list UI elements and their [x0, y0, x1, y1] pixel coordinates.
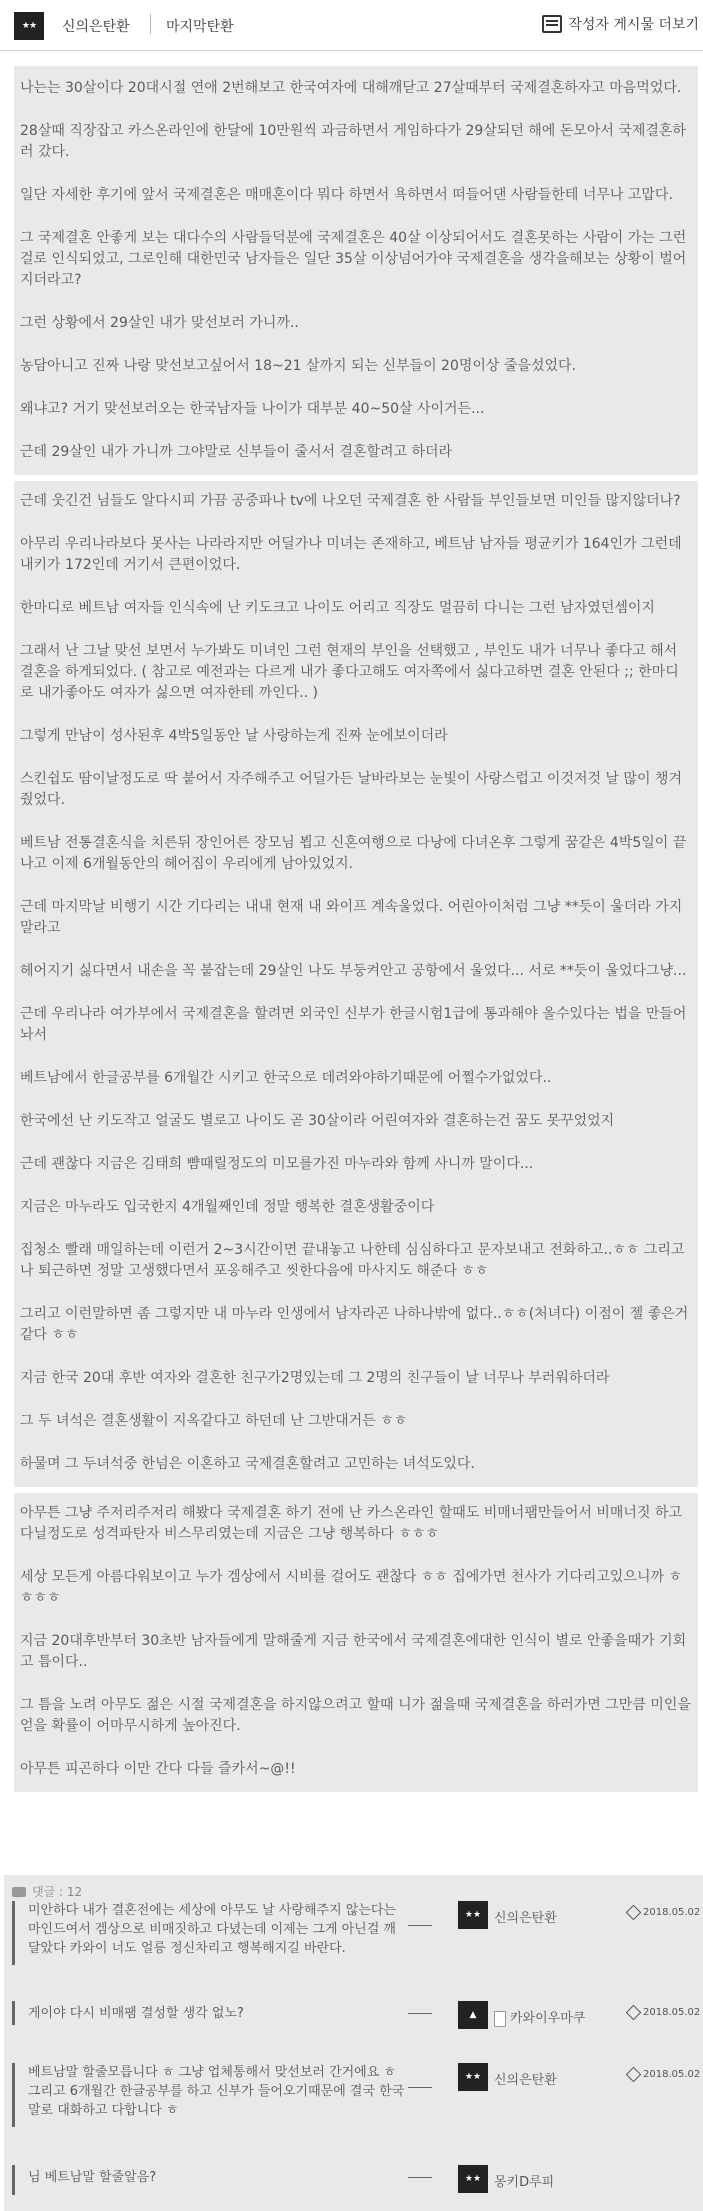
paragraph: 지금은 마누라도 입국한지 4개월째인데 정말 행복한 결혼생활중이다 [20, 1199, 435, 1215]
commenter-name[interactable] [494, 2007, 585, 2027]
commenter-avatar[interactable]: ★★ [458, 2165, 488, 2193]
author-name[interactable]: 신의은탄환 [62, 19, 130, 35]
comment-indicator [12, 2165, 15, 2195]
paragraph: 왜냐고? 거기 맞선보러오는 한국남자들 나이가 대부분 40~50살 사이거든... [20, 401, 485, 417]
paragraph: 그래서 난 그날 맞선 보면서 누가봐도 미녀인 그런 현재의 부인을 선택했고 , 부인도 내가 너무나 좋다고 해서 결혼을 하게되었다. ( 참고로 예전과는 다르게 내가 좋다고해도 여자쪽에서 싫다고하면 결혼 안된다 ;; 한마디로 내가좋아도 여자가 싫으면 여자한테 까인다.. ) [20, 643, 679, 701]
comment-indicator [12, 1901, 15, 1965]
comment-text: 베트남말 할줄모릅니다 ㅎ 그냥 업체통해서 맞선보러 간거에요 ㅎ 그리고 6개월간 한글공부를 하고 신부가 들어오기때문에 결국 한국말로 대화하고 다합니다 ㅎ [28, 2065, 405, 2118]
clock-icon [626, 1905, 642, 1921]
comment-date-text: 2018.05.02 [643, 2069, 701, 2080]
post-body [14, 66, 698, 1798]
comment-item [4, 2165, 703, 2195]
paragraph: 세상 모든게 아름다워보이고 누가 겜상에서 시비를 걸어도 괜찮다 ㅎㅎ 집에가면 천사가 기다리고있으니까 ㅎㅎㅎㅎ [20, 1569, 682, 1606]
list-icon [542, 15, 562, 33]
comment-text: 미안하다 내가 결혼전에는 세상에 아무도 날 사랑해주지 않는다는 마인드여서 겜상으로 비매짓하고 다녔는데 이제는 그게 아닌걸 깨달았다 카와이 너도 얼릉 정신차리고 행복해지길 바란다. [28, 1903, 396, 1956]
clock-icon [626, 2067, 642, 2083]
comment-date [628, 2069, 700, 2080]
comment-text: 님 베트남말 할줄알음? [28, 2170, 157, 2185]
paragraph: 지금 한국 20대 후반 여자와 결혼한 친구가2명있는데 그 2명의 친구들이 날 너무나 부러워하더라 [20, 1370, 610, 1386]
post-header-bar [0, 0, 703, 51]
paragraph: 집청소 빨래 매일하는데 이런거 2~3시간이면 끝내놓고 나한테 심심하다고 문자보내고 전화하고..ㅎㅎ 그리고 나 퇴근하면 정말 고생했다면서 포옹해주고 씻한다음에 마사지도 해준다 ㅎㅎ [20, 1242, 685, 1279]
post-block-1 [14, 66, 698, 475]
author-posts-more-label: 작성자 게시물 더보기 [568, 17, 699, 33]
comment-indicator [12, 2001, 15, 2025]
paragraph: 스킨쉽도 땀이날정도로 딱 붙어서 자주해주고 어딜가든 날바라보는 눈빛이 사랑스럽고 이것저것 날 많이 챙겨줬었다. [20, 771, 682, 808]
paragraph: 그리고 이런말하면 좀 그렇지만 내 마누라 인생에서 남자라곤 나하나밖에 없다..ㅎㅎ(처녀다) 이점이 젤 좋은거같다 ㅎㅎ [20, 1306, 689, 1343]
paragraph: 근데 웃긴건 님들도 알다시피 가끔 공중파나 tv에 나오던 국제결혼 한 사람들 부인들보면 미인들 많지않더나? [20, 493, 681, 509]
divider [408, 1925, 432, 1926]
paragraph: 근데 29살인 내가 가니까 그야말로 신부들이 줄서서 결혼할려고 하더라 [20, 444, 453, 460]
paragraph: 베트남에서 한글공부를 6개월간 시키고 한국으로 데려와야하기때문에 어쩔수가없었다.. [20, 1070, 552, 1086]
commenter-name[interactable]: 신의은탄환 [494, 1911, 557, 1926]
paragraph: 헤어지기 싫다면서 내손을 꼭 붙잡는데 29살인 나도 부둥켜안고 공항에서 울었다... 서로 **듯이 울었다그냥... [20, 963, 687, 979]
paragraph: 그런 상황에서 29살인 내가 맞선보러 가니까.. [20, 315, 299, 331]
comment-date-text: 2018.05.02 [643, 2007, 701, 2018]
paragraph: 그렇게 만남이 성사된후 4박5일동안 날 사랑하는게 진짜 눈에보이더라 [20, 728, 448, 744]
divider [408, 2013, 432, 2014]
comment-date [628, 2007, 700, 2018]
comment-item [4, 1901, 703, 1965]
paragraph: 근데 마지막날 비행기 시간 기다리는 내내 현재 내 와이프 계속울었다. 어린아이처럼 그냥 **듯이 울더라 가지말라고 [20, 899, 683, 936]
author-posts-more-button[interactable] [542, 14, 699, 34]
paragraph: 베트남 전통결혼식을 치른뒤 장인어른 장모님 뵙고 신혼여행으로 다낭에 다녀온후 그렇게 꿈같은 4박5일이 끝나고 이제 6개월동안의 헤어짐이 우리에게 남아있었지. [20, 835, 687, 872]
comment-section [4, 1875, 703, 2211]
paragraph: 지금 20대후반부터 30초반 남자들에게 말해줄게 지금 한국에서 국제결혼에대한 인식이 별로 안좋을때가 기회고 틈이다.. [20, 1633, 687, 1670]
commenter-name-text: 카와이우마쿠 [510, 2011, 586, 2026]
paragraph: 한국에선 난 키도작고 얼굴도 별로고 나이도 곧 30살이라 어린여자와 결혼하는건 꿈도 못꾸었었지 [20, 1113, 615, 1129]
clock-icon [626, 2005, 642, 2021]
paragraph: 그 틈을 노려 아무도 젊은 시절 국제결혼을 하지않으려고 할때 니가 젊을때 국제결혼을 하러가면 그만큼 미인을 얻을 확률이 어마무시하게 높아진다. [20, 1697, 691, 1734]
paragraph: 한마디로 베트남 여자들 인식속에 난 키도크고 나이도 어리고 직장도 멀끔히 다니는 그런 남자였던셈이지 [20, 600, 655, 616]
divider [408, 2087, 432, 2088]
comment-text: 게이야 다시 비매팸 결성할 생각 없노? [28, 2006, 244, 2021]
last-bullet-label[interactable]: 마지막탄환 [166, 19, 234, 35]
paragraph: 하물며 그 두녀석중 한넘은 이혼하고 국제결혼할려고 고민하는 녀석도있다. [20, 1456, 475, 1472]
paragraph: 아무튼 그냥 주저리주저리 해봤다 국제결혼 하기 전에 난 카스온라인 할때도 비매너팸만들어서 비매너짓 하고 다닐정도로 성격파탄자 비스무리였는데 지금은 그냥 행복하다 ㅎㅎㅎ [20, 1505, 682, 1542]
comment-count: 댓글 : 12 [32, 1885, 83, 1899]
author-avatar[interactable]: ★★ [14, 12, 44, 40]
paragraph: 그 국제결혼 안좋게 보는 대다수의 사람들덕분에 국제결혼은 40살 이상되어서도 결혼못하는 사람이 가는 그런걸로 인식되었고, 그로인해 대한민국 남자들은 일단 35살 이상넘어가야 국제결혼을 생각을해보는 상황이 벌어지더라고? [20, 230, 687, 288]
commenter-avatar[interactable]: ★★ [458, 2063, 488, 2091]
comment-item [4, 2063, 703, 2127]
commenter-avatar[interactable]: ★★ [458, 1901, 488, 1929]
paragraph: 일단 자세한 후기에 앞서 국제결혼은 매매혼이다 뭐다 하면서 욕하면서 떠들어댄 사람들한테 너무나 고맙다. [20, 187, 673, 203]
divider [408, 2177, 432, 2178]
divider [150, 14, 151, 34]
commenter-name[interactable]: 신의은탄환 [494, 2073, 557, 2088]
paragraph: 근데 우리나라 여가부에서 국제결혼을 할려면 외국인 신부가 한글시험1급에 통과해야 올수있다는 법을 만들어놔서 [20, 1006, 687, 1043]
commenter-avatar[interactable]: ▲ [458, 2001, 488, 2029]
paragraph: 근데 괜찮다 지금은 김태희 뺨때릴정도의 미모를가진 마누라와 함께 사니까 말이다... [20, 1156, 534, 1172]
paragraph: 그 두 녀석은 결혼생활이 지옥같다고 하던데 난 그반대거든 ㅎㅎ [20, 1413, 408, 1429]
paragraph: 나는는 30살이다 20대시절 연애 2번해보고 한국여자에 대해깨닫고 27살때부터 국제결혼하자고 마음먹었다. [20, 80, 682, 96]
comment-bubble-icon [12, 1887, 26, 1897]
comment-date [628, 1907, 700, 1918]
comment-indicator [12, 2063, 15, 2127]
comment-date-text: 2018.05.02 [643, 1907, 701, 1918]
comment-item [4, 2001, 703, 2025]
badge-icon [494, 2011, 506, 2027]
post-block-3 [14, 1493, 698, 1792]
post-block-2 [14, 481, 698, 1487]
paragraph: 농담아니고 진짜 나랑 맞선보고싶어서 18~21 살까지 되는 신부들이 20명이상 줄을섰었다. [20, 358, 576, 374]
paragraph: 아무리 우리나라보다 못사는 나라라지만 어딜가나 미녀는 존재하고, 베트남 남자들 평균키가 164인가 그런데 내키가 172인데 거기서 큰편이었다. [20, 536, 682, 573]
comment-count-header [12, 1883, 82, 1900]
paragraph: 28살때 직장잡고 카스온라인에 한달에 10만원씩 과금하면서 게임하다가 29살되던 해에 돈모아서 국제결혼하러 갔다. [20, 123, 686, 160]
paragraph: 아무튼 피곤하다 이만 간다 다들 즐카서~@!! [20, 1761, 296, 1777]
commenter-name[interactable]: 몽키D루피 [494, 2175, 555, 2190]
